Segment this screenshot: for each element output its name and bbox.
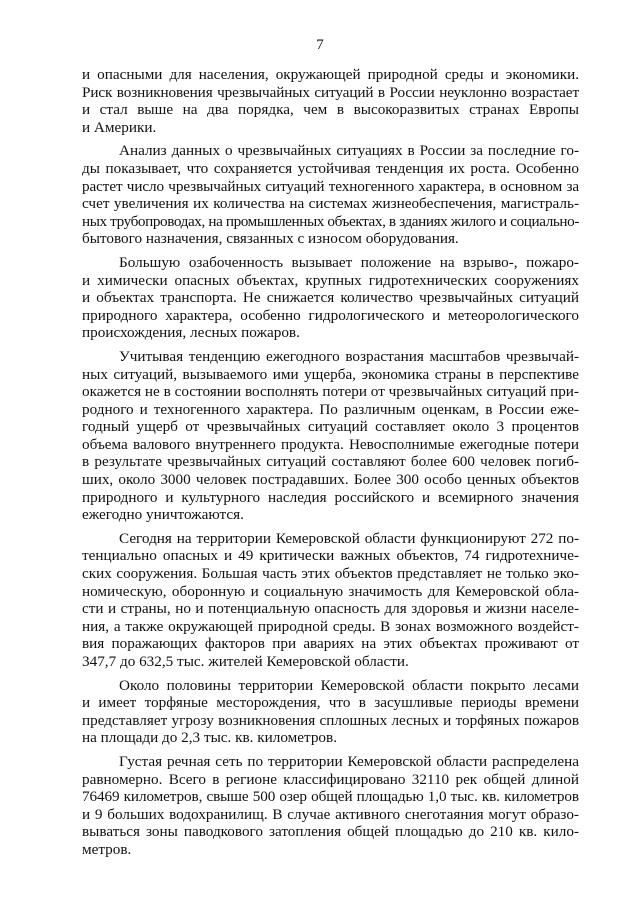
text-line: ежегодно уничтожаются. [82,506,244,524]
text-line: представляет угрозу возникновения сплошных лесных и торфяных пожаров [82,711,579,729]
text-line: вия поражающих факторов при авариях на этих объектах проживают от [82,635,579,653]
text-line: Сегодня на территории Кемеровской области функционируют 272 по- [119,529,579,547]
text-line: сти и страны, но и потенциальную опасность для здоровья и жизни населе- [82,600,579,618]
text-line: годный ущерб от чрезвычайных ситуаций составляет около 3 процентов [82,418,579,436]
text-line: и стал выше на два порядка, чем в высокоразвитых странах Европы [82,101,579,119]
text-line: бытового назначения, связанных с износом оборудования. [82,230,459,248]
text-line: Риск возникновения чрезвычайных ситуаций в России неуклонно возрастает [82,83,579,101]
text-line: 76469 километров, свыше 500 озер общей площадью 1,0 тыс. кв. километров [82,788,579,806]
text-line: Около половины территории Кемеровской области покрыто лесами [119,676,579,694]
text-line: растет число чрезвычайных ситуаций техногенного характера, в основном за [82,177,579,195]
text-line: ших, около 3000 человек пострадавших. Более 300 особо ценных объектов [82,471,579,489]
text-line: происхождения, лесных пожаров. [82,324,300,342]
text-line: в результате чрезвычайных ситуаций составляют более 600 человек погиб- [82,453,579,471]
paragraph-1 [82,66,579,136]
text-line: метров. [82,840,132,858]
text-line: Учитывая тенденцию ежегодного возрастания масштабов чрезвычай- [119,347,579,365]
paragraph-2 [82,142,579,248]
text-line: и Америки. [82,118,157,136]
text-line: ских сооружения. Большая часть этих объектов представляет не только эко- [82,565,579,583]
text-line: и имеет торфяные месторождения, что в засушливые периоды времени [82,694,579,712]
text-line: Густая речная сеть по территории Кемеровской области распределена [119,752,579,770]
text-line: природного характера, особенно гидрологического и метеорологического [82,306,579,324]
text-line: Большую озабоченность вызывает положение на взрыво-, пожаро- [119,253,579,271]
text-line: родного и техногенного характера. По различным оценкам, в России еже- [82,400,579,418]
text-line: и объектах транспорта. Не снижается количество чрезвычайных ситуаций [82,289,579,307]
text-line: ных ситуаций, вызываемого ими ущерба, экономика страны в перспективе [82,365,579,383]
paragraph-4 [82,348,579,524]
text-line: объема валового внутреннего продукта. Невосполнимые ежегодные потери [82,435,579,453]
text-line: ды показывает, что сохраняется устойчивая тенденция их роста. Особенно [82,159,579,177]
paragraph-6 [82,677,579,747]
text-line: равномерно. Всего в регионе классифицировано 32110 рек общей длиной [82,770,579,788]
text-line: и химически опасных объектах, крупных гидротехнических сооружениях [82,271,579,289]
text-line: и опасными для населения, окружающей природной среды и экономики. [82,66,579,83]
text-line: номическую, оборонную и социальную значимость для Кемеровской обла- [82,582,579,600]
text-line: счет увеличения их количества на системах жизнеобеспечения, магистраль- [82,195,579,213]
text-line: окажется не в состоянии восполнять потери от чрезвычайных ситуаций при- [82,383,579,401]
text-line: и 9 больших водохранилищ. В случае активного снеготаяния могут образо- [82,805,579,823]
document-body [82,66,579,865]
page-number: 7 [316,37,324,53]
text-line: тенциально опасных и 49 критически важных объектов, 74 гидротехниче- [82,547,579,565]
text-line: природного и культурного наследия российского и всемирного значения [82,488,579,506]
paragraph-5 [82,530,579,671]
text-line: вываться зоны паводкового затопления общей площадью до 210 кв. кило- [82,823,579,841]
text-line: ния, а также окружающей природной среды. В зонах возможного воздейст- [82,617,579,635]
paragraph-7 [82,753,579,859]
text-line: 347,7 до 632,5 тыс. жителей Кемеровской области. [82,653,409,670]
text-line: Анализ данных о чрезвычайных ситуациях в России за последние го- [119,142,579,160]
paragraph-3 [82,254,579,342]
text-line: ных трубопроводах, на промышленных объектах, в зданиях жилого и социально- [82,212,579,230]
text-line: на площади до 2,3 тыс. кв. километров. [82,729,337,747]
